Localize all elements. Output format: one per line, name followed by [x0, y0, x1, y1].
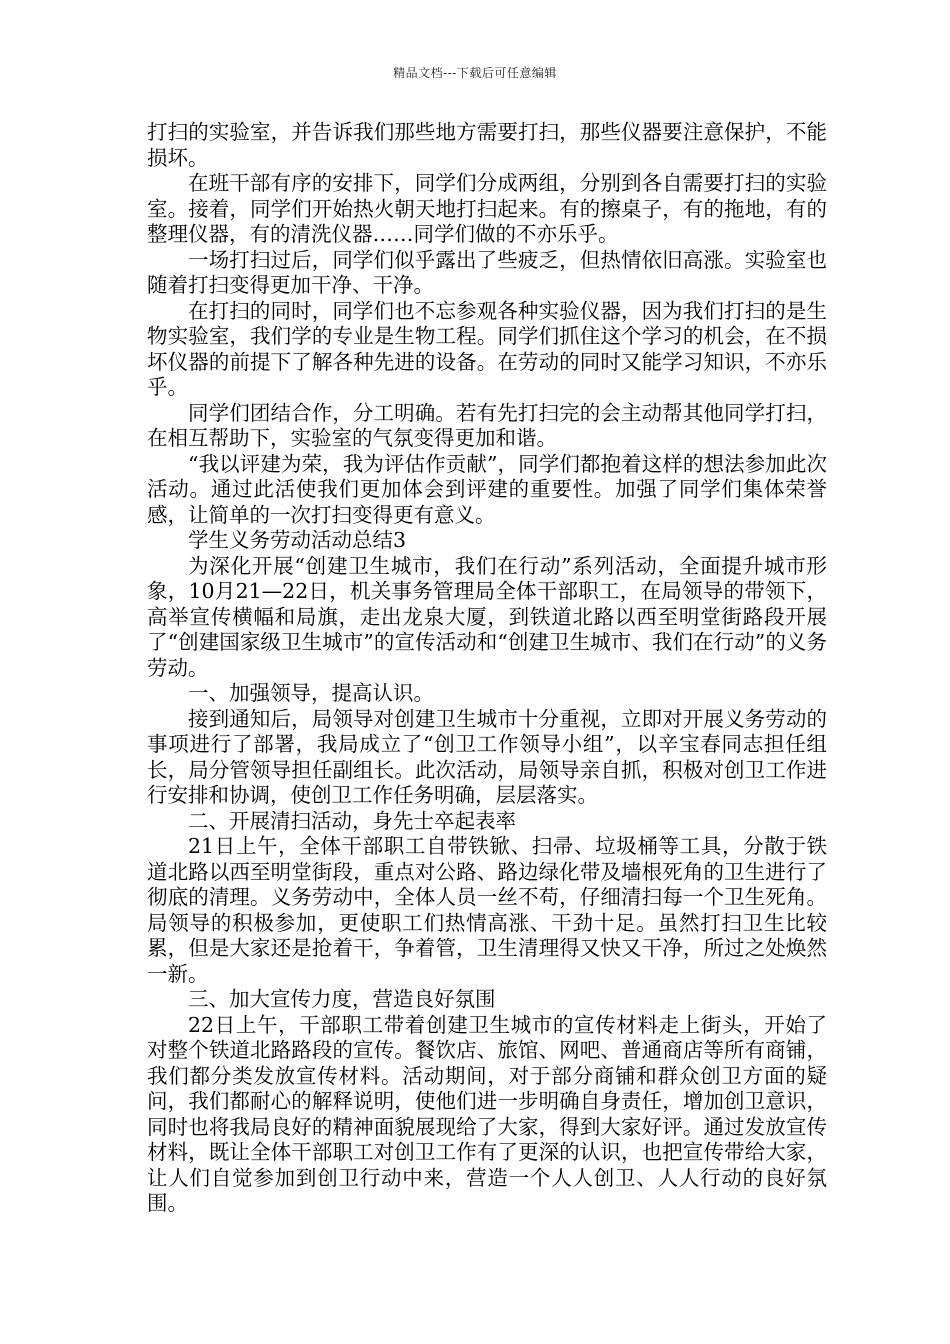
- section-heading: 三、加大宣传力度，营造良好氛围: [188, 987, 496, 1011]
- paragraph: 21日上午，全体干部职工自带铁锨、扫帚、垃圾桶等工具，分散于铁道北路以西至明堂街段，重点对公路、路边绿化带及墙根死角的卫生进行了彻底的清理。义务劳动中，全体人员一丝不苟，仔细清扫每一个卫生死角。局领导的积极参加，更使职工们热情高涨、干劲十足。虽然打扫卫生比较累，但是大家还是抢着干，争着管，卫生清理得又快又干净，所过之处焕然一新。: [147, 834, 827, 986]
- paragraph: 同学们团结合作，分工明确。若有先打扫完的会主动帮其他同学打扫，在相互帮助下，实验室的气氛变得更加和谐。: [147, 400, 827, 450]
- paragraph: 22日上午，干部职工带着创建卫生城市的宣传材料走上街头，开始了对整个铁道北路路段的宣传。餐饮店、旅馆、网吧、普通商店等所有商铺，我们都分类发放宣传材料。活动期间，对于部分商铺和群众创卫方面的疑问，我们都耐心的解释说明，使他们进一步明确自身责任，增加创卫意识，同时也将我局良好的精神面貌展现给了大家，得到大家好评。通过发放宣传材料，既让全体干部职工对创卫工作有了更深的认识，也把宣传带给大家，让人们自觉参加到创卫行动中来，营造一个人人创卫、人人行动的良好氛围。: [147, 1012, 827, 1215]
- section-title: 学生义务劳动活动总结3: [188, 528, 407, 552]
- paragraph: “我以评建为荣，我为评估作贡献”，同学们都抱着这样的想法参加此次活动。通过此活使我们更加体会到评建的重要性。加强了同学们集体荣誉感，让简单的一次打扫变得更有意义。: [147, 451, 827, 527]
- paragraph: 为深化开展“创建卫生城市，我们在行动”系列活动，全面提升城市形象，10月21—22日，机关事务管理局全体干部职工，在局领导的带领下，高举宣传横幅和局旗，走出龙泉大厦，到铁道北路以西至明堂街路段开展了“创建国家级卫生城市”的宣传活动和“创建卫生城市、我们在行动”的义务劳动。: [147, 553, 827, 680]
- paragraph: 打扫的实验室，并告诉我们那些地方需要打扫，那些仪器要注意保护，不能损坏。: [147, 120, 827, 170]
- section-heading: 一、加强领导，提高认识。: [188, 681, 434, 705]
- section-heading: 二、开展清扫活动，身先士卒起表率: [188, 808, 516, 833]
- document-body: [147, 120, 827, 1217]
- paragraph: 在打扫的同时，同学们也不忘参观各种实验仪器，因为我们打扫的是生物实验室，我们学的专业是生物工程。同学们抓住这个学习的机会，在不损坏仪器的前提下了解各种先进的设备。在劳动的同时又能学习知识，不亦乐乎。: [147, 298, 827, 399]
- paragraph: 接到通知后，局领导对创建卫生城市十分重视，立即对开展义务劳动的事项进行了部署，我局成立了“创卫工作领导小组”，以辛宝春同志担任组长，局分管领导担任副组长。此次活动，局领导亲自抓，积极对创卫工作进行安排和协调，使创卫工作任务明确，层层落实。: [147, 706, 827, 807]
- page-header: 精品文档---下载后可任意编辑: [393, 66, 557, 80]
- paragraph: 在班干部有序的安排下，同学们分成两组，分别到各自需要打扫的实验室。接着，同学们开始热火朝天地打扫起来。有的擦桌子，有的拖地，有的整理仪器，有的清洗仪器……同学们做的不亦乐乎。: [147, 171, 827, 246]
- paragraph: 一场打扫过后，同学们似乎露出了些疲乏，但热情依旧高涨。实验室也随着打扫变得更加干净、干净。: [147, 247, 827, 297]
